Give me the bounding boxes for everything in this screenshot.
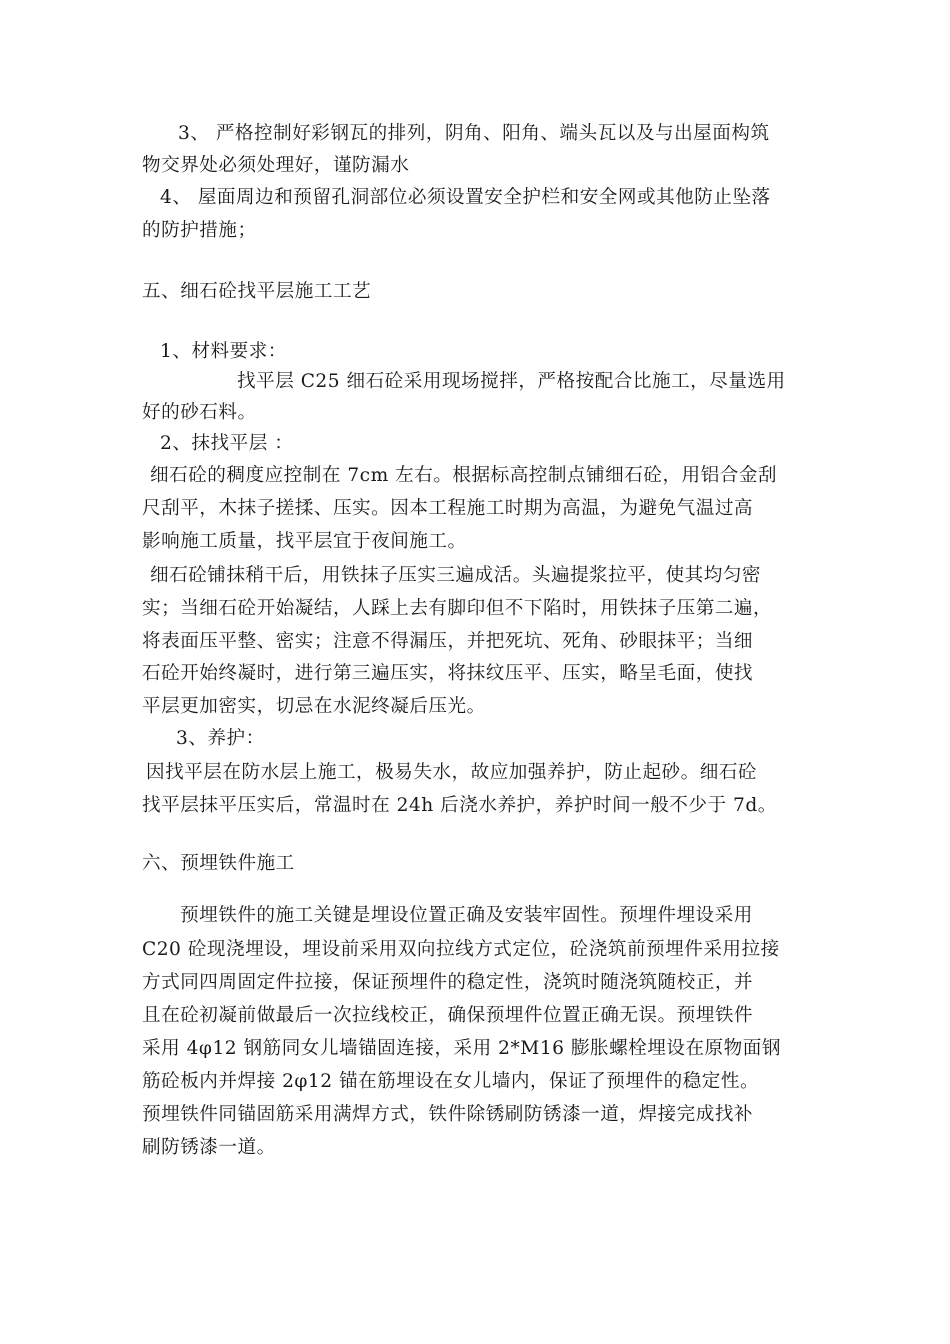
paragraph-line: 2、抹找平层 ： (160, 433, 294, 454)
paragraph-line: 1、材料要求： (160, 341, 287, 362)
paragraph-line: 3、 严格控制好彩钢瓦的排列，阴角、阳角、端头瓦以及与出屋面构筑 (178, 123, 770, 144)
paragraph-line: 石砼开始终凝时，进行第三遍压实，将抹纹压平、压实，略呈毛面，使找 (142, 663, 754, 684)
paragraph-line: 细石砼铺抹稍干后，用铁抹子压实三遍成活。头遍提浆拉平，使其均匀密 (150, 565, 762, 586)
paragraph-line: 实；当细石砼开始凝结，人踩上去有脚印但不下陷时，用铁抹子压第二遍， (142, 598, 773, 619)
paragraph-line: 4、 屋面周边和预留孔洞部位必须设置安全护栏和安全网或其他防止坠落 (160, 187, 771, 208)
paragraph-line: 方式同四周固定件拉接，保证预埋件的稳定性，浇筑时随浇筑随校正，并 (142, 972, 754, 993)
paragraph-line: 好的砂石料。 (142, 402, 257, 423)
paragraph-line: 采用 4φ12 钢筋同女儿墙锚固连接，采用 2*M16 膨胀螺栓埋设在原物面钢 (142, 1038, 781, 1059)
paragraph-line: 因找平层在防水层上施工，极易失水，故应加强养护，防止起砂。细石砼 (146, 762, 758, 783)
paragraph-line: 找平层 C25 细石砼采用现场搅拌，严格按配合比施工，尽量选用 (237, 371, 786, 392)
section-heading: 五、细石砼找平层施工工艺 (142, 281, 372, 302)
section-heading: 六、预埋铁件施工 (142, 853, 295, 874)
paragraph-line: 的防护措施； (142, 220, 257, 241)
paragraph-line: 3、养护： (176, 728, 265, 749)
paragraph-line: 细石砼的稠度应控制在 7cm 左右。根据标高控制点铺细石砼，用铝合金刮 (150, 465, 778, 486)
paragraph-line: 尺刮平，木抹子搓揉、压实。因本工程施工时期为高温，为避免气温过高 (142, 498, 754, 519)
paragraph-line: 预埋铁件同锚固筋采用满焊方式，铁件除锈刷防锈漆一道，焊接完成找补 (142, 1104, 754, 1125)
paragraph-line: 找平层抹平压实后，常温时在 24h 后浇水养护，养护时间一般不少于 7d。 (142, 795, 777, 816)
paragraph-line: 筋砼板内并焊接 2φ12 锚在筋埋设在女儿墙内，保证了预埋件的稳定性。 (142, 1071, 760, 1092)
paragraph-line: 且在砼初凝前做最后一次拉线校正，确保预埋件位置正确无误。预埋铁件 (142, 1005, 754, 1026)
paragraph-line: 预埋铁件的施工关键是埋设位置正确及安装牢固性。预埋件埋设采用 (180, 905, 753, 926)
paragraph-line: 平层更加密实，切忌在水泥终凝后压光。 (142, 696, 486, 717)
paragraph-line: 物交界处必须处理好，谨防漏水 (142, 155, 410, 176)
paragraph-line: 刷防锈漆一道。 (142, 1137, 276, 1158)
paragraph-line: C20 砼现浇埋设，埋设前采用双向拉线方式定位，砼浇筑前预埋件采用拉接 (142, 939, 780, 960)
paragraph-line: 将表面压平整、密实；注意不得漏压，并把死坑、死角、砂眼抹平；当细 (142, 631, 754, 652)
paragraph-line: 影响施工质量，找平层宜于夜间施工。 (142, 531, 467, 552)
